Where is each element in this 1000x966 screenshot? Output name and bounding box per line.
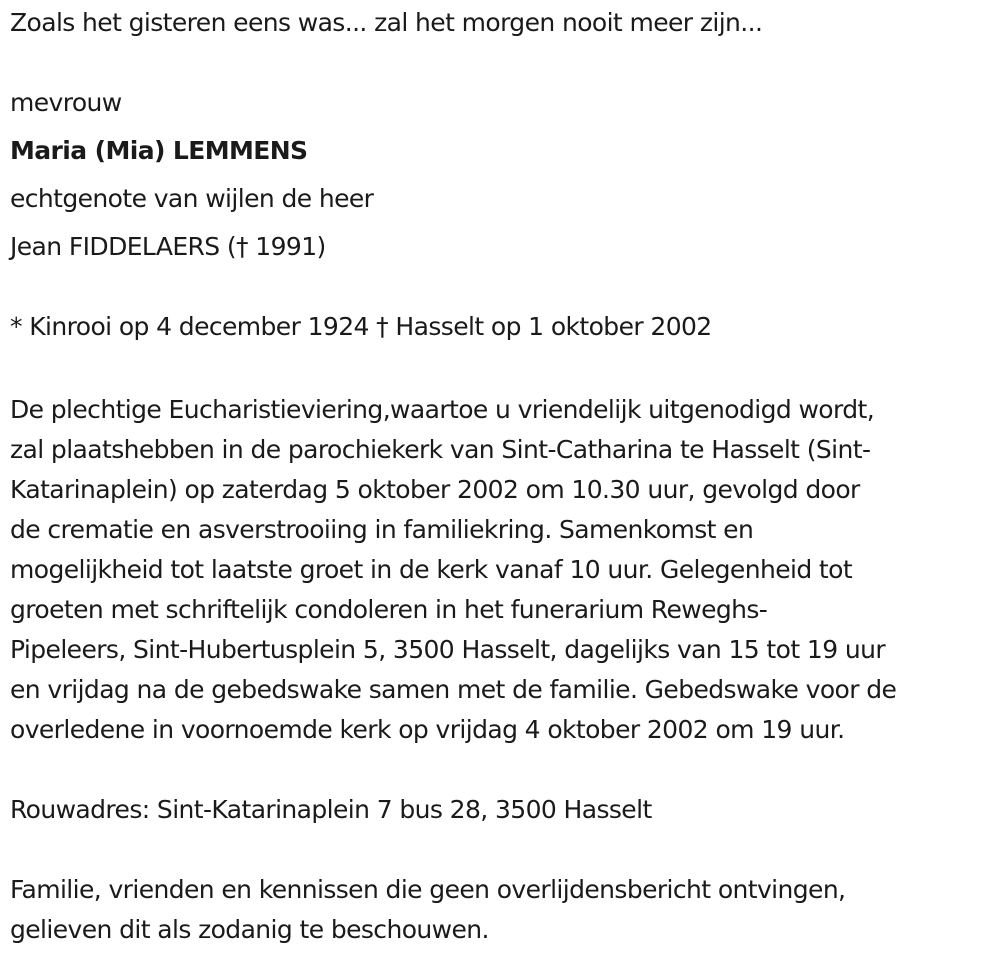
relation-text: echtgenote van wijlen de heer bbox=[10, 184, 374, 213]
ceremony-line: zal plaatshebben in de parochiekerk van Sint-Catharina te Hasselt (Sint- bbox=[10, 435, 871, 464]
spouse-name: Jean FIDDELAERS († 1991) bbox=[10, 232, 326, 261]
address-line: Rouwadres: Sint-Katarinaplein 7 bus 28, 3500 Hasselt bbox=[10, 795, 652, 824]
mourning-address bbox=[10, 790, 995, 830]
ceremony-line: Katarinaplein) op zaterdag 5 oktober 2002 om 10.30 uur, gevolgd door bbox=[10, 475, 860, 504]
deceased-name: Maria (Mia) LEMMENS bbox=[10, 136, 308, 165]
deceased-title: mevrouw bbox=[10, 88, 122, 117]
notice-line: gelieven dit als zodanig te beschouwen. bbox=[10, 915, 489, 944]
ceremony-line: overledene in voornoemde kerk op vrijdag 4 oktober 2002 om 19 uur. bbox=[10, 715, 845, 744]
ceremony-line: de crematie en asverstrooiing in familiekring. Samenkomst en bbox=[10, 515, 754, 544]
ceremony-line: mogelijkheid tot laatste groet in de kerk vanaf 10 uur. Gelegenheid tot bbox=[10, 555, 853, 584]
notice-paragraph bbox=[10, 870, 995, 950]
motto-text: Zoals het gisteren eens was... zal het morgen nooit meer zijn... bbox=[10, 8, 763, 37]
ceremony-line: Pipeleers, Sint-Hubertusplein 5, 3500 Hasselt, dagelijks van 15 tot 19 uur bbox=[10, 635, 886, 664]
ceremony-line: De plechtige Eucharistieviering,waartoe u vriendelijk uitgenodigd wordt, bbox=[10, 395, 875, 424]
ceremony-line: en vrijdag na de gebedswake samen met de familie. Gebedswake voor de bbox=[10, 675, 897, 704]
ceremony-line: groeten met schriftelijk condoleren in het funerarium Reweghs- bbox=[10, 595, 768, 624]
ceremony-paragraph bbox=[10, 390, 995, 750]
life-dates: * Kinrooi op 4 december 1924 † Hasselt op 1 oktober 2002 bbox=[10, 312, 712, 341]
notice-line: Familie, vrienden en kennissen die geen overlijdensbericht ontvingen, bbox=[10, 875, 846, 904]
